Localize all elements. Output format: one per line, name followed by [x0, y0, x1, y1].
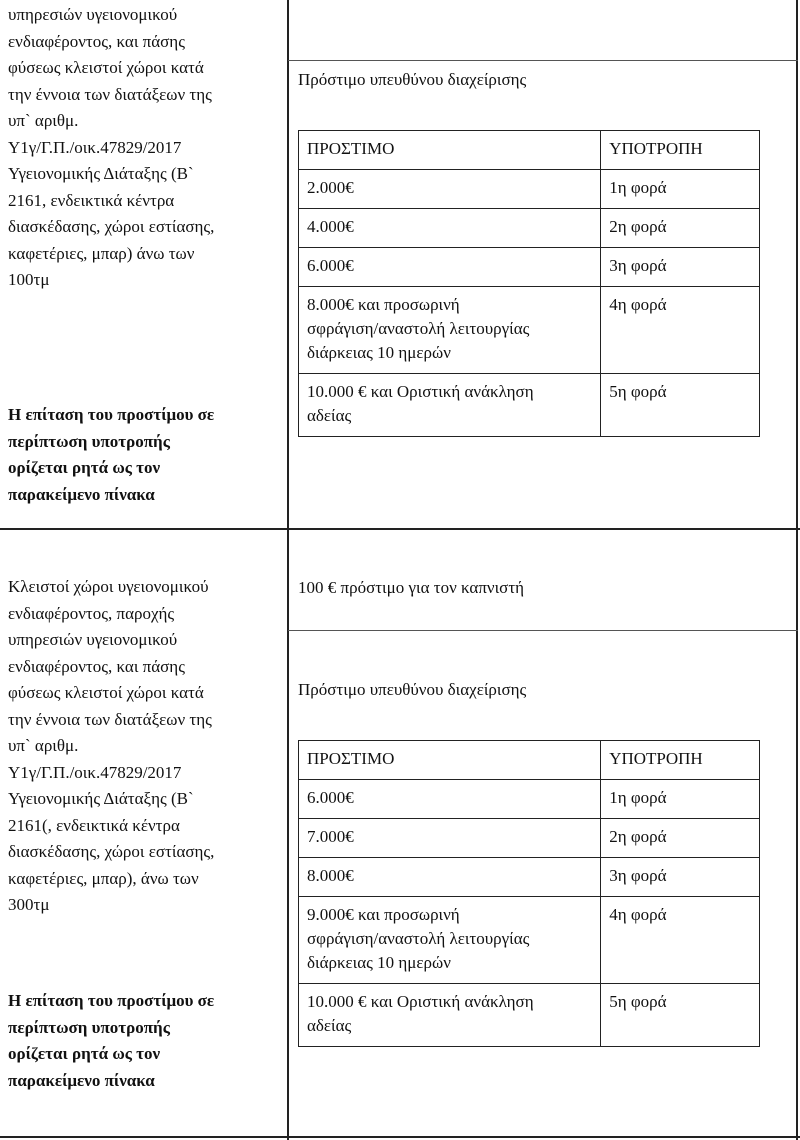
section-divider-2 [0, 1136, 800, 1138]
table-row [299, 209, 760, 248]
section1-escalation-note: Η επίταση του προστίμου σε περίπτωση υποτροπής ορίζεται ρητά ως τον παρακείμενο πίνακα [8, 405, 215, 504]
section2-description: Κλειστοί χώροι υγειονομικού ενδιαφέροντος, παροχής υπηρεσιών υγειονομικού ενδιαφέροντος, και πάσης φύσεως κλειστοί χώροι κατά την έννοια των διατάξεων της υπ` αριθμ. Υ1γ/Γ.Π./οικ.47829/2017 Υγειονομικής Διάταξης (Β` 2161(, ενδεικτικά κέντρα διασκέδασης, χώροι εστίασης, καφετέριες, μπαρ), άνω των 300τμ [8, 577, 215, 914]
recurrence-cell: 2η φορά [601, 819, 760, 858]
section2-manager-fine-label: Πρόστιμο υπευθύνου διαχείρισης [298, 680, 527, 699]
fine-cell: 8.000€ και προσωρινή σφράγιση/αναστολή λειτουργίας διάρκειας 10 ημερών [299, 287, 601, 374]
recurrence-cell: 4η φορά [601, 287, 760, 374]
table-row [299, 858, 760, 897]
table-row [299, 287, 760, 374]
header-recurrence: ΥΠΟΤΡΟΠΗ [601, 131, 760, 170]
recurrence-cell: 4η φορά [601, 897, 760, 984]
fine-cell: 4.000€ [299, 209, 601, 248]
recurrence-cell: 5η φορά [601, 374, 760, 437]
table-header-row [299, 131, 760, 170]
fine-cell: 7.000€ [299, 819, 601, 858]
recurrence-cell: 1η φορά [601, 780, 760, 819]
table-header-row [299, 741, 760, 780]
fine-cell: 10.000 € και Οριστική ανάκληση αδείας [299, 984, 601, 1047]
column-divider [287, 0, 289, 1140]
section-divider-1 [0, 528, 800, 530]
section2-escalation-note: Η επίταση του προστίμου σε περίπτωση υποτροπής ορίζεται ρητά ως τον παρακείμενο πίνακα [8, 991, 215, 1090]
section2-smoker-fine: 100 € πρόστιμο για τον καπνιστή [298, 578, 525, 597]
recurrence-cell: 3η φορά [601, 858, 760, 897]
recurrence-cell: 3η φορά [601, 248, 760, 287]
right-border [796, 0, 798, 1140]
fine-cell: 9.000€ και προσωρινή σφράγιση/αναστολή λειτουργίας διάρκειας 10 ημερών [299, 897, 601, 984]
fine-cell: 10.000 € και Οριστική ανάκληση αδείας [299, 374, 601, 437]
header-fine: ΠΡΟΣΤΙΜΟ [299, 741, 601, 780]
fine-cell: 6.000€ [299, 248, 601, 287]
section1-fine-table [298, 130, 760, 437]
row-divider-top-right [288, 60, 798, 61]
table-row [299, 248, 760, 287]
table-row [299, 780, 760, 819]
section1-manager-fine-label: Πρόστιμο υπευθύνου διαχείρισης [298, 70, 527, 89]
fine-cell: 2.000€ [299, 170, 601, 209]
table-row [299, 819, 760, 858]
row-divider-mid-right [288, 630, 798, 631]
table-row [299, 897, 760, 984]
fine-cell: 6.000€ [299, 780, 601, 819]
table-row [299, 170, 760, 209]
table-row [299, 374, 760, 437]
recurrence-cell: 1η φορά [601, 170, 760, 209]
table-row [299, 984, 760, 1047]
header-recurrence: ΥΠΟΤΡΟΠΗ [601, 741, 760, 780]
recurrence-cell: 2η φορά [601, 209, 760, 248]
header-fine: ΠΡΟΣΤΙΜΟ [299, 131, 601, 170]
section2-fine-table [298, 740, 760, 1047]
fine-cell: 8.000€ [299, 858, 601, 897]
recurrence-cell: 5η φορά [601, 984, 760, 1047]
section1-description: υπηρεσιών υγειονομικού ενδιαφέροντος, και πάσης φύσεως κλειστοί χώροι κατά την έννοια των διατάξεων της υπ` αριθμ. Υ1γ/Γ.Π./οικ.47829/2017 Υγειονομικής Διάταξης (Β` 2161, ενδεικτικά κέντρα διασκέδασης, χώροι εστίασης, καφετέριες, μπαρ) άνω των 100τμ [8, 5, 215, 289]
